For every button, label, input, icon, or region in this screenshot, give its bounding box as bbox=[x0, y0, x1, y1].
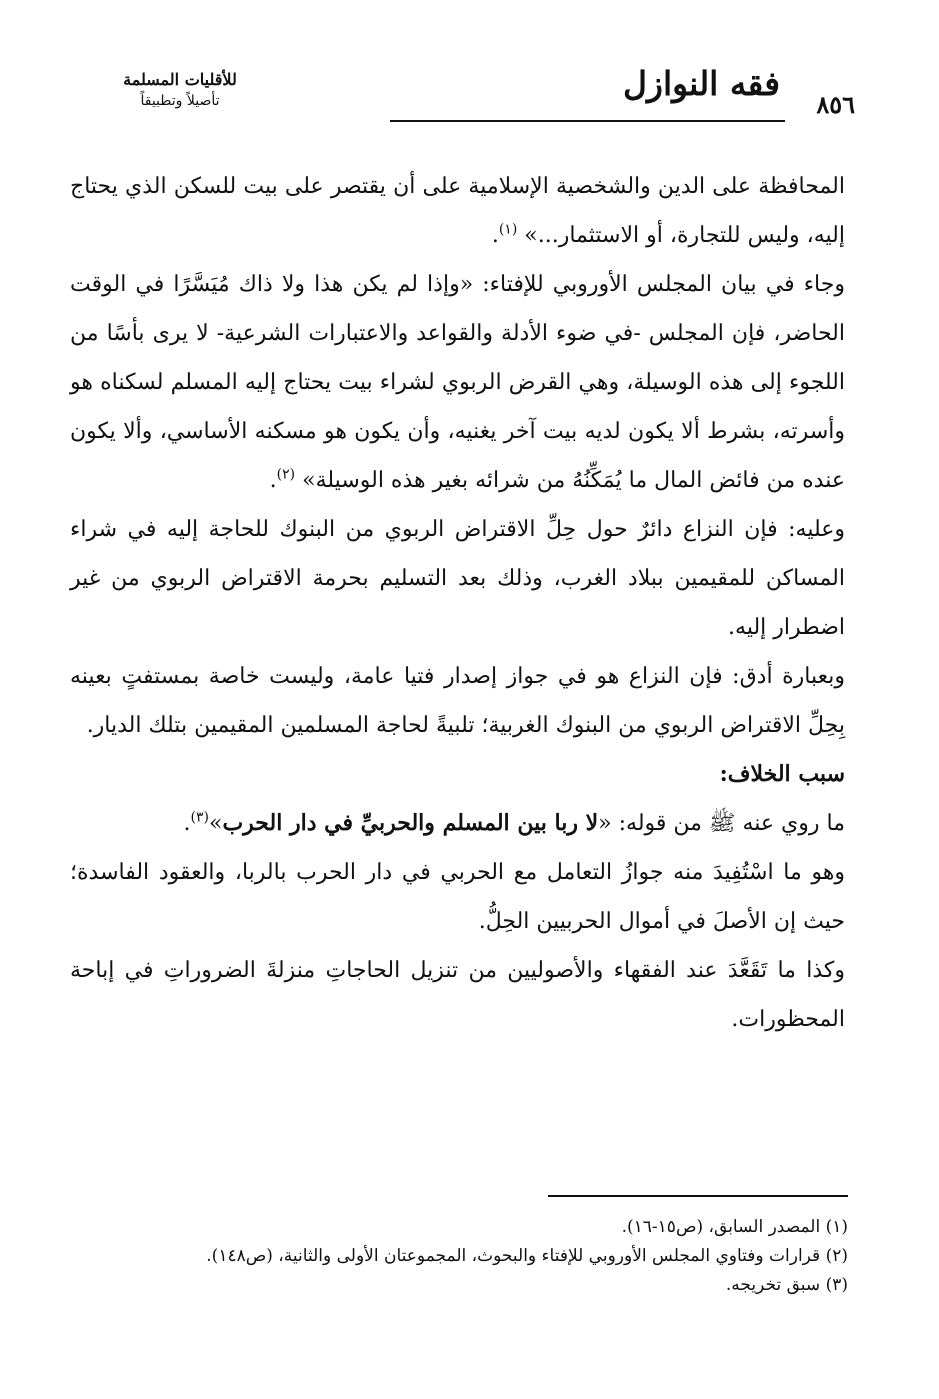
paragraph-3: وعليه: فإن النزاع دائرٌ حول حِلِّ الاقتراض الربوي من البنوك للحاجة إليه في شراء المساكن للمقيمين ببلاد الغرب، وذلك بعد التسليم بحرمة الاقتراض الربوي من غير اضطرار إليه. bbox=[70, 517, 845, 640]
footnote-rule bbox=[548, 1195, 848, 1197]
footnote-1: (١) المصدر السابق، (ص١٥-١٦). bbox=[621, 1217, 848, 1237]
footnotes bbox=[110, 1213, 848, 1300]
footnote-2: (٢) قرارات وفتاوي المجلس الأوروبي للإفتاء والبحوث، المجموعتان الأولى والثانية، (ص١٤٨). bbox=[206, 1246, 848, 1266]
paragraph-2-text: وجاء في بيان المجلس الأوروبي للإفتاء: «وإذا لم يكن هذا ولا ذاك مُيَسَّرًا في الوقت الحاضر، فإن المجلس -في ضوء الأدلة والقواعد والاعتبارات الشرعية- لا يرى بأسًا من اللجوء إلى هذه الوسيلة، وهي القرض الربوي لشراء بيت يحتاج إليه المسلم لسكناه هو وأسرته، بشرط ألا يكون لديه بيت آخر يغنيه، وأن يكون هو مسكنه الأساسي، وألا يكون عنده من فائض المال ما يُمَكِّنُهُ من شرائه بغير هذه الوسيلة» bbox=[70, 272, 845, 493]
footnote-3: (٣) سبق تخريجه. bbox=[725, 1275, 848, 1295]
footnote-ref-3: (٣) bbox=[190, 809, 209, 826]
hadith-text: لا ربا بين المسلم والحربيِّ في دار الحرب bbox=[222, 810, 599, 836]
page-header bbox=[85, 62, 855, 152]
paragraph-2: وجاء في بيان المجلس الأوروبي للإفتاء: «وإذا لم يكن هذا ولا ذاك مُيَسَّرًا في الوقت الحاضر، فإن المجلس -في ضوء الأدلة والقواعد والاعتبارات الشرعية- لا يرى بأسًا من اللجوء إلى هذه الوسيلة، وهي القرض الربوي لشراء بيت يحتاج إليه المسلم لسكناه هو وأسرته، بشرط ألا يكون لديه بيت آخر يغنيه، وأن يكون هو مسكنه الأساسي، وألا يكون عنده من فائض المال ما يُمَكِّنُهُ من شرائه بغير هذه الوسيلة» $^{(٢)}$. bbox=[70, 272, 845, 493]
paragraph-4: وبعبارة أدق: فإن النزاع هو في جواز إصدار فتيا عامة، وليست خاصة بمستفتٍ بعينه بِحِلِّ الاقتراض الربوي من البنوك الغربية؛ تلبيةً لحاجة المسلمين المقيمين بتلك الديار. bbox=[70, 664, 845, 738]
header-rule bbox=[390, 120, 785, 122]
book-title: فقه النوازل bbox=[623, 64, 780, 103]
paragraph-6: وهو ما اسْتُفِيدَ منه جوازُ التعامل مع الحربي في دار الحرب بالربا، والعقود الفاسدة؛ حيث إن الأصلَ في أموال الحربيين الحِلُّ. bbox=[70, 860, 845, 934]
paragraph-5-suffix: » bbox=[208, 811, 223, 836]
subtitle-line-1: للأقليات المسلمة bbox=[123, 70, 237, 89]
paragraph-5: ما روي عنه ﷺ من قوله: «لا ربا بين المسلم والحربيِّ في دار الحرب»$^{(٣)}$. bbox=[183, 809, 845, 836]
paragraph-1: المحافظة على الدين والشخصية الإسلامية على أن يقتصر على بيت للسكن الذي يحتاج إليه، وليس للتجارة، أو الاستثمار...» $^{(١)}$. bbox=[70, 174, 845, 248]
book-subtitle bbox=[85, 70, 275, 109]
paragraph-5-prefix: ما روي عنه ﷺ من قوله: « bbox=[598, 811, 845, 836]
main-text bbox=[70, 162, 845, 1044]
subtitle-line-2: تأصيلاً وتطبيقاً bbox=[140, 93, 220, 109]
page-number: ٨٥٦ bbox=[816, 90, 855, 119]
paragraph-7: وكذا ما تَقَعَّدَ عند الفقهاء والأصوليين من تنزيل الحاجاتِ منزلةَ الضروراتِ في إباحة المحظورات. bbox=[70, 958, 845, 1032]
footnote-ref-1: (١) bbox=[498, 221, 518, 238]
paragraph-1-text: المحافظة على الدين والشخصية الإسلامية على أن يقتصر على بيت للسكن الذي يحتاج إليه، وليس للتجارة، أو الاستثمار...» bbox=[70, 174, 845, 248]
section-heading: سبب الخلاف: bbox=[719, 761, 845, 787]
footnote-ref-2: (٢) bbox=[276, 466, 296, 483]
